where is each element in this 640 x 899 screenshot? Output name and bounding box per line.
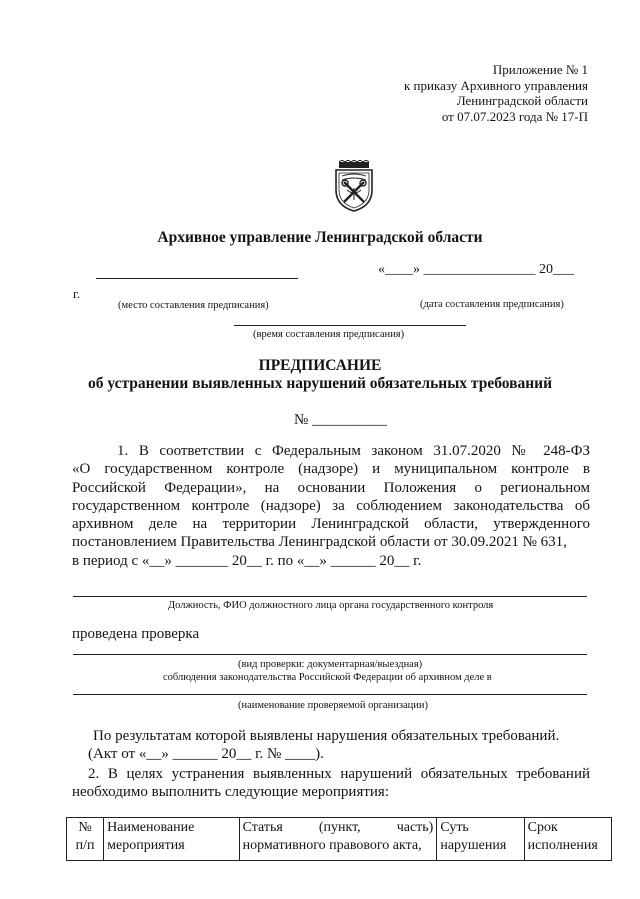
organization-caption: (наименование проверяемой организации) (238, 700, 428, 711)
results-line-2: (Акт от «__» ______ 20__ г. № ____). (88, 746, 324, 762)
appendix-block (404, 62, 588, 124)
appendix-line-4: от 07.07.2023 года № 17-П (441, 108, 588, 124)
header-cell-text: нормативного правового акта, (242, 838, 422, 853)
clause-2-line-2: необходимо выполнить следующие мероприятия: (72, 784, 389, 801)
clause-1-line-3: Российской Федерации», на основании Положения о региональном (72, 479, 590, 496)
appendix-line-2: к приказу Архивного управления (403, 77, 588, 93)
compliance-caption: соблюдения законодательства Российской Федерации об архивном деле в (163, 672, 492, 683)
header-cell-text: мероприятия (107, 838, 185, 853)
doc-subtitle: об устранении выявленных нарушений обязательных требований (87, 375, 553, 392)
official-line (73, 596, 587, 597)
results-line-1: По результатам которой выявлены нарушения обязательных требований. (93, 728, 560, 744)
clause-1-line-6: постановлением Правительства Ленинградской области от 30.09.2021 № 631, (72, 534, 567, 551)
header-cell-text: п/п (75, 838, 95, 853)
date-field: «____» ________________ 20___ (378, 262, 574, 277)
date-caption: (дата составления предписания) (420, 299, 564, 310)
header-cell-violation (437, 818, 524, 861)
clause-1-line-7: в период с «__» _______ 20__ г. по «__» ______ 20__ г. (72, 552, 422, 569)
appendix-line-1: Приложение № 1 (492, 62, 588, 77)
header-cell-text: исполнения (527, 838, 598, 853)
clause-1-line-5: архивном деле на территории Ленинградской области, утвержденного (72, 516, 590, 533)
place-line (96, 278, 298, 279)
org-title: Архивное управление Ленинградской области (157, 229, 483, 246)
time-line (234, 325, 466, 326)
header-cell-name (104, 818, 239, 861)
appendix-line-3: Ленинградской области (456, 93, 588, 108)
header-cell-text: Статья (пункт, часть) (242, 820, 434, 835)
header-cell-text: Наименование (107, 820, 195, 835)
header-cell-text: Срок (527, 820, 558, 835)
clause-2-line-1: 2. В целях устранения выявленных нарушений обязательных требований (88, 766, 590, 782)
table-header-row (67, 818, 612, 861)
header-cell-text: № (78, 820, 92, 835)
header-cell-text: нарушения (440, 838, 507, 853)
clause-1 (72, 442, 590, 570)
time-caption: (время составления предписания) (253, 329, 405, 340)
doc-number: № __________ (294, 412, 388, 428)
header-cell-article (239, 818, 437, 861)
clause-1-line-2: «О государственном контроле (надзоре) и муниципальном контроле в (72, 461, 590, 478)
inspection-type-caption: (вид проверки: документарная/выездная) (238, 659, 423, 670)
clause-2 (72, 765, 590, 802)
header-cell-text: Суть (440, 820, 469, 835)
clause-1-line-1: 1. В соответствии с Федеральным законом 31.07.2020 № 248-ФЗ (117, 443, 590, 459)
header-cell-deadline (524, 818, 611, 861)
doc-title: ПРЕДПИСАНИЕ (258, 357, 382, 374)
inspection-done-label: проведена проверка (72, 626, 200, 642)
official-caption: Должность, ФИО должностного лица органа государственного контроля (168, 600, 494, 611)
measures-table (66, 817, 612, 861)
coat-of-arms-icon (333, 160, 375, 212)
header-cell-number (67, 818, 104, 861)
inspection-type-line (73, 654, 587, 655)
organization-line (73, 694, 587, 695)
clause-1-line-4: государственном контроле (надзоре) за соблюдением законодательства об (72, 497, 590, 514)
place-caption: (место составления предписания) (118, 300, 269, 311)
year-suffix: г. (73, 286, 81, 301)
